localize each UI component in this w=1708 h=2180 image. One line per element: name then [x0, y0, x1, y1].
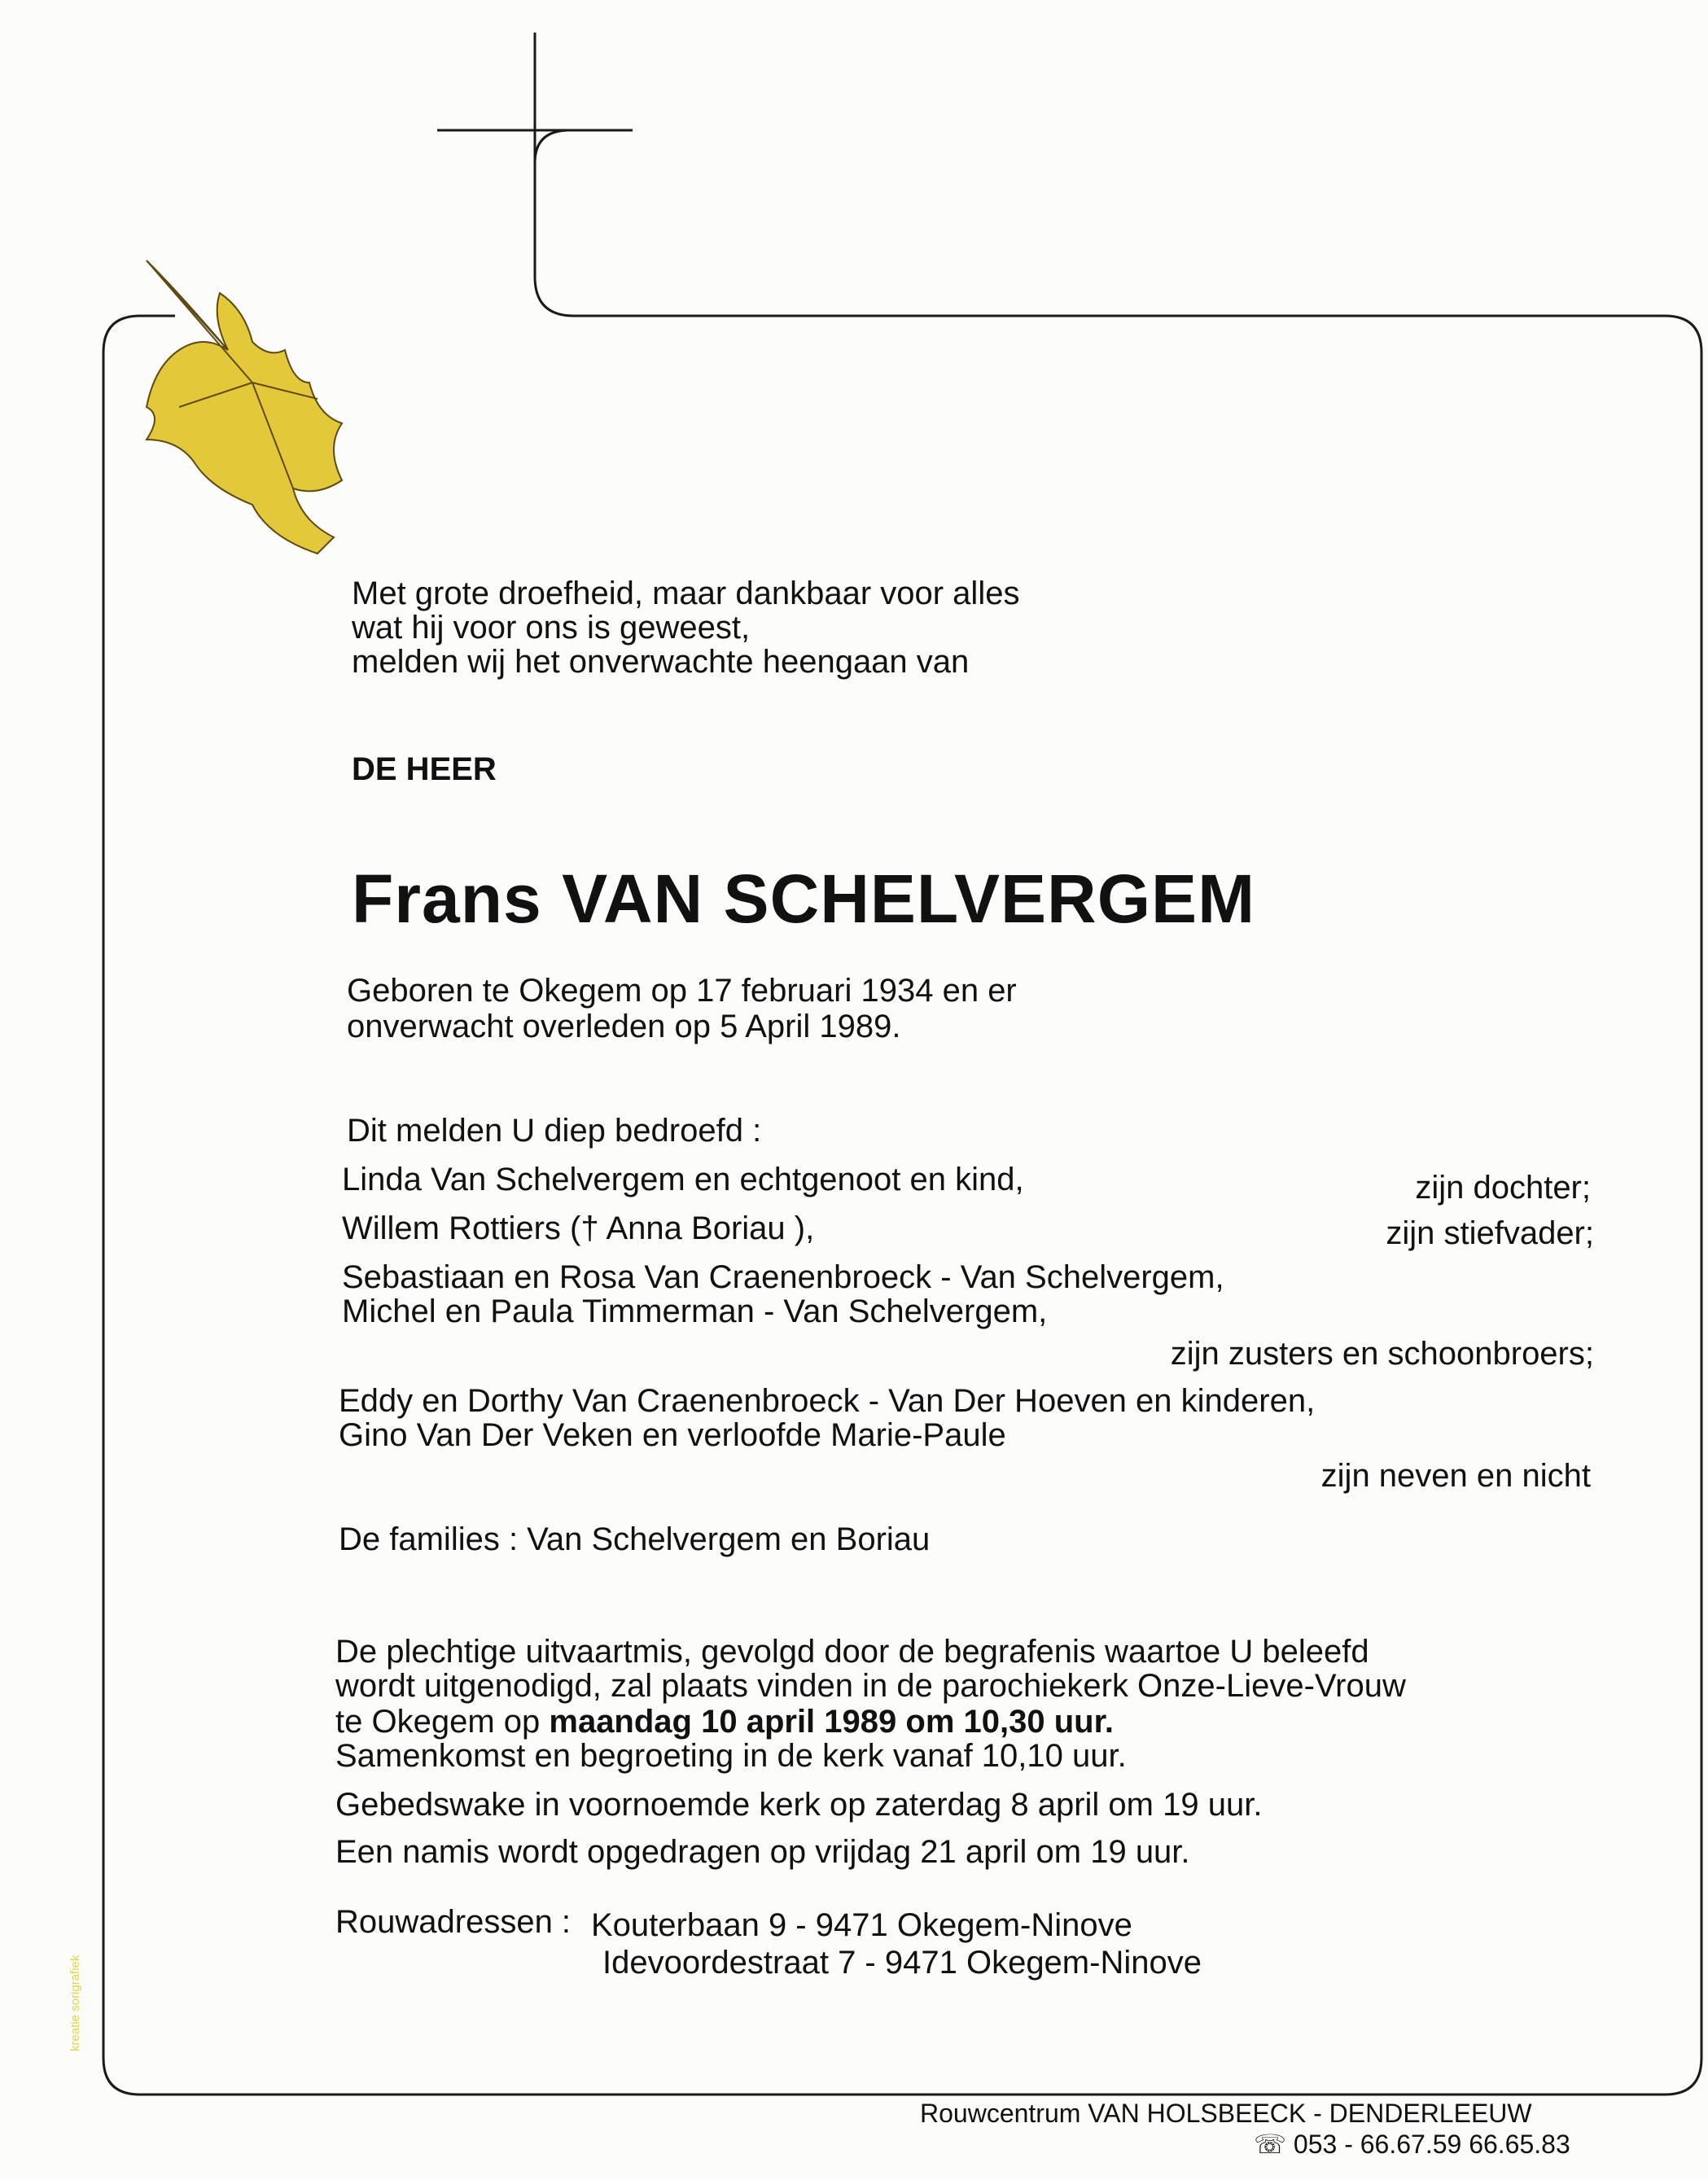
families-line: De families : Van Schelvergem en Boriau: [339, 1521, 931, 1557]
deceased-name: Frans VAN SCHELVERGEM: [352, 860, 1256, 937]
autumn-leaf-icon: [130, 244, 358, 570]
ceremony-line-4: Samenkomst en begroeting in de kerk vanaf 10,10 uur.: [335, 1738, 1127, 1774]
mourner-michel: Michel en Paula Timmerman - Van Schelvergem,: [342, 1294, 1048, 1329]
mourner-eddy: Eddy en Dorthy Van Craenenbroeck - Van Der Hoeven en kinderen,: [339, 1383, 1316, 1419]
address-2: Idevoordestraat 7 - 9471 Okegem-Ninove: [602, 1945, 1202, 1981]
relation-daughter: zijn dochter;: [1415, 1170, 1591, 1206]
ceremony-line-1: De plechtige uitvaartmis, gevolgd door de begrafenis waartoe U beleefd: [335, 1634, 1369, 1670]
relation-sisters: zijn zusters en schoonbroers;: [1170, 1336, 1594, 1372]
relation-stepfather: zijn stiefvader;: [1386, 1215, 1594, 1251]
mourner-sebastiaan: Sebastiaan en Rosa Van Craenenbroeck - Van Schelvergem,: [342, 1259, 1224, 1295]
printer-credit: kreatie sorigrafiek: [68, 1955, 82, 2051]
relation-nephews: zijn neven en nicht: [1320, 1458, 1591, 1494]
ceremony-line-6: Een namis wordt opgedragen op vrijdag 21 april om 19 uur.: [335, 1834, 1190, 1870]
addresses-label: Rouwadressen :: [335, 1904, 572, 1940]
mourner-gino: Gino Van Der Veken en verloofde Marie-Paule: [339, 1417, 1006, 1453]
mourner-willem: Willem Rottiers († Anna Boriau ),: [342, 1210, 815, 1246]
birth-line-1: Geboren te Okegem op 17 februari 1934 en er: [347, 973, 1017, 1009]
phone-numbers: 053 - 66.67.59 66.65.83: [1293, 2130, 1570, 2159]
birth-line-2: onverwacht overleden op 5 April 1989.: [347, 1009, 901, 1044]
mourner-linda: Linda Van Schelvergem en echtgenoot en kind,: [342, 1162, 1024, 1197]
intro-line-3: melden wij het onverwachte heengaan van: [352, 644, 970, 680]
mourners-heading: Dit melden U diep bedroefd :: [347, 1113, 762, 1149]
ceremony-line-3-prefix: te Okegem op: [335, 1704, 550, 1740]
ceremony-date-time: maandag 10 april 1989 om 10,30 uur.: [549, 1704, 1115, 1740]
ceremony-line-5: Gebedswake in voornoemde kerk op zaterdag 8 april om 19 uur.: [335, 1787, 1263, 1823]
intro-line-1: Met grote droefheid, maar dankbaar voor alles: [352, 576, 1020, 611]
phone-line: [1254, 2131, 1570, 2159]
telephone-icon: ☏: [1254, 2130, 1287, 2159]
ceremony-line-3: [335, 1705, 1114, 1739]
intro-line-2: wat hij voor ons is geweest,: [352, 610, 751, 646]
address-1: Kouterbaan 9 - 9471 Okegem-Ninove: [591, 1907, 1132, 1943]
funeral-home: Rouwcentrum VAN HOLSBEECK - DENDERLEEUW: [920, 2099, 1532, 2128]
title-de-heer: DE HEER: [352, 751, 497, 787]
ceremony-line-2: wordt uitgenodigd, zal plaats vinden in de parochiekerk Onze-Lieve-Vrouw: [335, 1668, 1406, 1704]
